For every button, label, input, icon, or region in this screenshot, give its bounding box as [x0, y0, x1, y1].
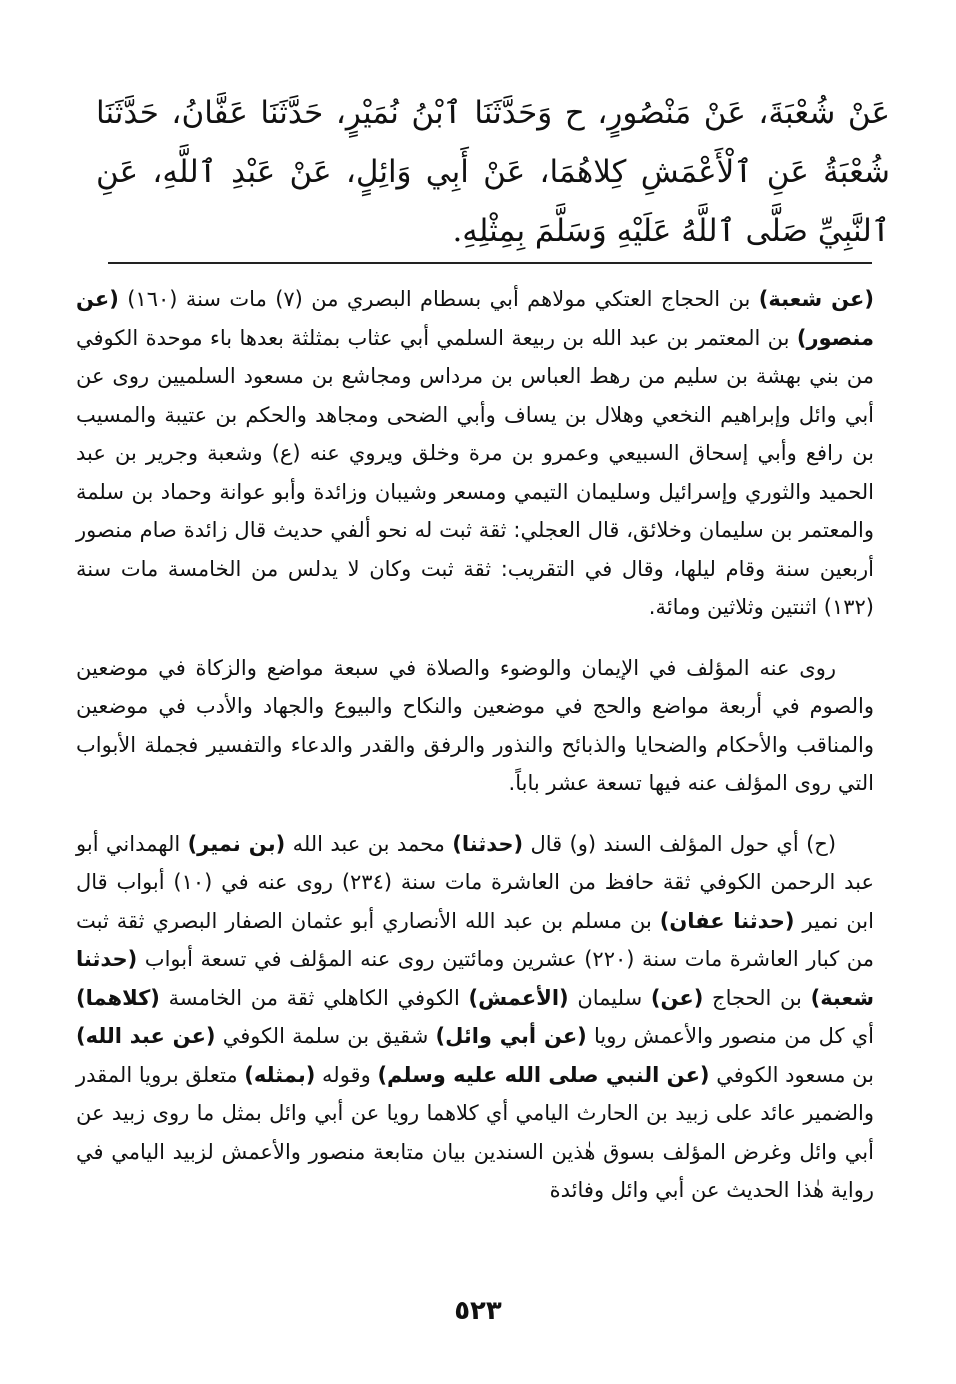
bold-term: (الأعمش) — [468, 985, 569, 1010]
bold-term: (عن منصور) — [76, 287, 874, 350]
commentary — [76, 280, 874, 1210]
bold-term: (عن شعبة) — [758, 287, 874, 311]
bold-term: (بمثله) — [244, 1062, 316, 1087]
bold-term: (عن عبد الله) — [76, 1024, 216, 1048]
bold-term: (حدثنا عفان) — [659, 908, 795, 933]
commentary-paragraph-1: (عن شعبة) بن الحجاج العتكي مولاهم أبي بسطام البصري من (٧) مات سنة (١٦٠) (عن منصور) بن المعتمر بن عبد الله بن ربيعة السلمي أبي عثاب بمثلثة بعدها باء موحدة الكوفي من بني بهشة بن سليم من رهط العباس بن مرداس ومجاشع بن مسعود السلميين روى عن أبي وائل وإبراهيم النخعي وهلال بن يساف وأبي الضحى ومجاهد والحكم بن عتيبة والمسيب بن رافع وأبي إسحاق السبيعي وعمرو بن مرة وخلق ويروي عنه (ع) وشعبة وجرير بن عبد الحميد والثوري وإسرائيل وسليمان التيمي ومسعر وشيبان وزائدة وأبو عوانة وحماد بن سلمة والمعتمر بن سليمان وخلائق، قال العجلي: ثقة ثبت له نحو ألفي حديث قال زائدة صام منصور أربعين سنة وقام ليلها، وقال في التقريب: ثقة ثبت وكان لا يدلس من الخامسة مات سنة (١٣٢) اثنتين وثلاثين ومائة. — [76, 287, 874, 619]
footnote-divider — [108, 262, 872, 264]
bold-term: (كلاهما) — [76, 985, 160, 1010]
bold-term: (حدثنا) — [452, 831, 524, 856]
bold-term: (بن نمير) — [187, 831, 286, 856]
bold-term: (حدثنا شعبة) — [76, 947, 875, 1010]
bold-term: (عن أبي وائل) — [435, 1024, 587, 1048]
hadith-text: عَنْ شُعْبَةَ، عَنْ مَنْصُورٍ، ح وَحَدَّثَنَا ٱبْنُ نُمَيْرٍ، حَدَّثَنَا عَفَّانُ، حَدَّثَنَا شُعْبَةُ عَنِ ٱلْأَعْمَشِ كِلاهُمَا، عَنْ أَبِي وَائِلٍ، عَنْ عَبْدِ ٱللَّهِ، عَنِ ٱلنَّبِيِّ صَلَّى ٱللَّهُ عَلَيْهِ وَسَلَّمَ بِمِثْلِهِ. — [96, 95, 890, 249]
commentary-paragraph-2: روى عنه المؤلف في الإيمان والوضوء والصلاة في سبعة مواضع والزكاة في موضعين والصوم في أربعة مواضع والحج في موضعين والنكاح والبيوع والجهاد والأدب في موضعين والمناقب والأحكام والضحايا والذبائح والنذور والرفق والقدر والدعاء والتفسير فجملة الأبواب التي روى المؤلف عنه فيها تسعة عشر باباً. — [76, 655, 874, 795]
bold-term: (عن النبي صلى الله عليه وسلم) — [377, 1062, 710, 1087]
bold-term: (عن) — [650, 985, 704, 1010]
commentary-paragraph-3: (ح) أي حول المؤلف السند (و) قال (حدثنا) محمد بن عبد الله (بن نمير) الهمداني أبو عبد الرحمن الكوفي ثقة حافظ من العاشرة مات سنة (٢٣٤) روى عنه في (١٠) أبواب قال ابن نمير (حدثنا عفان) بن مسلم بن عبد الله الأنصاري أبو عثمان الصفار البصري ثقة ثبت من كبار العاشرة مات سنة (٢٢٠) عشرين ومائتين روى عنه المؤلف في تسعة أبواب (حدثنا شعبة) بن الحجاج (عن) سليمان (الأعمش) الكوفي الكاهلي ثقة من الخامسة (كلاهما) أي كل من منصور والأعمش رويا (عن أبي وائل) شقيق بن سلمة الكوفي (عن عبد الله) بن مسعود الكوفي (عن النبي صلى الله عليه وسلم) وقوله (بمثله) متعلق برويا المقدر والضمير عائد على زبيد بن الحارث اليامي أي كلاهما رويا عن أبي وائل بمثل ما روى زبيد عن أبي وائل وغرض المؤلف بسوق هٰذين السندين بيان متابعة منصور والأعمش لزبيد اليامي في رواية هٰذا الحديث عن أبي وائل وفائدة — [76, 831, 875, 1202]
page-number: ٥٢٣ — [454, 1296, 502, 1326]
